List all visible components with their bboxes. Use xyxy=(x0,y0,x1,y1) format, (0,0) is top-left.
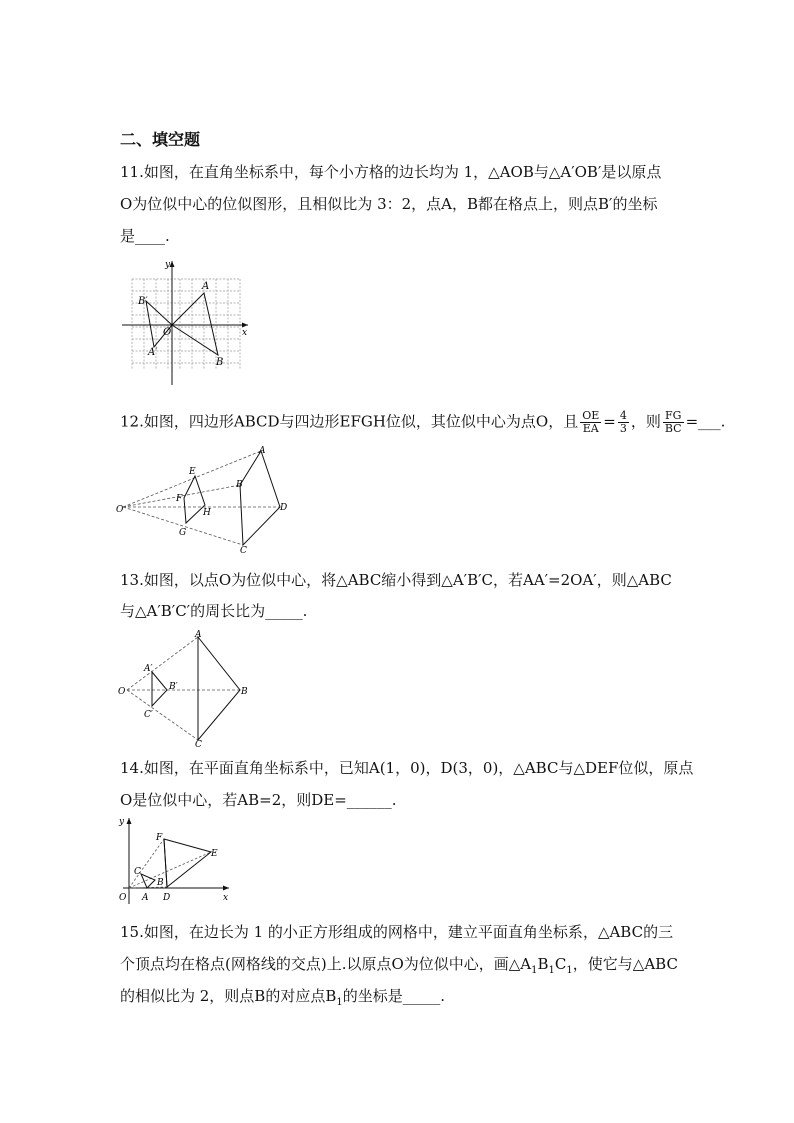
q14-label-a: A xyxy=(142,893,149,903)
q11-line-3: 是____. xyxy=(120,227,170,245)
q12-equals: = xyxy=(603,412,616,431)
q11-label-b-prime: B′ xyxy=(138,296,148,307)
q11-label-o: O xyxy=(163,327,172,338)
section-title: 二、填空题 xyxy=(120,130,201,149)
q12-text-prefix: 12.如图，四边形ABCD与四边形EFGH位似，其位似中心为点O，且 xyxy=(120,412,579,431)
q14-label-f: F xyxy=(156,833,163,843)
q13-line-2: 与△A′B′C′的周长比为_____. xyxy=(120,602,308,620)
q13-label-c-prime: C′ xyxy=(144,710,153,720)
q12-label-h: H xyxy=(203,508,211,518)
q14-label-o: O xyxy=(119,893,127,903)
q15-line-3-part-a: 的相似比为 2，则点B的对应点B xyxy=(120,987,337,1005)
q13-label-b: B xyxy=(241,687,248,697)
q15-line-3 xyxy=(120,986,445,1013)
q12-text-suffix: =___. xyxy=(685,412,726,431)
q11-line-1: 11.如图，在直角坐标系中，每个小方格的边长均为 1，△AOB与△A′OB′是以原点 xyxy=(120,163,662,181)
q15-line-3-part-b: 的坐标是_____. xyxy=(342,987,446,1005)
q11-y-axis-label: y xyxy=(165,260,171,270)
q14-label-b: B xyxy=(157,878,164,888)
q12-frac3-numerator: FG xyxy=(663,410,684,423)
q14-line-1: 14.如图，在平面直角坐标系中，已知A(1，0)，D(3，0)，△ABC与△DEF位似，原点 xyxy=(120,759,694,777)
q12-label-d: D xyxy=(280,503,288,513)
q15-line-2 xyxy=(120,954,678,981)
q12-label-o: O xyxy=(116,505,124,515)
q11-label-a-prime: A′ xyxy=(148,347,158,358)
q13-label-o: O xyxy=(118,687,126,697)
q11-label-b: B xyxy=(216,357,224,368)
q13-figure xyxy=(115,628,255,748)
q12-line-1 xyxy=(120,410,725,435)
q15-line-2-part-b: B xyxy=(537,955,549,973)
q12-text-mid: ，则 xyxy=(630,412,661,431)
q12-label-c: C xyxy=(240,546,247,555)
q12-fraction-fg-bc xyxy=(663,410,684,435)
q14-label-d: D xyxy=(163,893,171,903)
q15-sub-4: 1 xyxy=(336,997,343,1008)
q12-frac2-denominator: 3 xyxy=(619,422,627,435)
q14-label-c: C xyxy=(134,867,141,877)
q14-y-axis-label: y xyxy=(119,817,125,827)
q12-fraction-oe-ea xyxy=(580,410,601,435)
q13-label-b-prime: B′ xyxy=(169,682,178,692)
q14-x-axis-label: x xyxy=(223,893,229,903)
q13-label-c: C xyxy=(195,740,202,748)
q11-grid-figure xyxy=(120,257,255,387)
q15-line-2-part-d: ，使它与△ABC xyxy=(572,955,678,973)
q12-label-f: F xyxy=(176,494,183,504)
q11-label-a: A xyxy=(202,281,210,292)
q14-figure xyxy=(115,812,235,907)
q12-figure xyxy=(115,443,290,555)
q12-label-b: B xyxy=(236,480,243,490)
q11-line-2: O为位似中心的位似图形，且相似比为 3：2，点A，B都在格点上，则点B′的坐标 xyxy=(120,195,658,213)
q12-frac2-numerator: 4 xyxy=(619,409,627,422)
q12-fraction-ratio xyxy=(618,410,629,435)
q15-line-1: 15.如图，在边长为 1 的小正方形组成的网格中，建立平面直角坐标系，△ABC的三 xyxy=(120,923,674,941)
q12-frac1-denominator: EA xyxy=(582,422,599,435)
q13-line-1: 13.如图，以点O为位似中心，将△ABC缩小得到△A′B′C，若AA′=2OA′，则△ABC xyxy=(120,571,672,589)
q12-frac3-denominator: BC xyxy=(664,422,682,435)
q15-sub-1: 1 xyxy=(531,965,538,976)
q13-label-a-prime: A′ xyxy=(144,664,153,674)
q13-label-a: A xyxy=(195,630,202,640)
q12-frac1-numerator: OE xyxy=(582,409,600,422)
q12-label-a: A xyxy=(259,446,266,456)
q12-label-e: E xyxy=(189,467,196,477)
q15-sub-2: 1 xyxy=(548,965,555,976)
q15-line-2-part-a: 个顶点均在格点(网格线的交点)上.以原点O为位似中心，画△A xyxy=(120,955,532,973)
q15-sub-3: 1 xyxy=(566,965,573,976)
q12-label-g: G xyxy=(179,528,187,538)
q14-line-2: O是位似中心，若AB=2，则DE=______. xyxy=(120,791,397,809)
q11-x-axis-label: x xyxy=(242,328,248,338)
q14-label-e: E xyxy=(211,849,218,859)
q15-line-2-part-c: C xyxy=(554,955,567,973)
